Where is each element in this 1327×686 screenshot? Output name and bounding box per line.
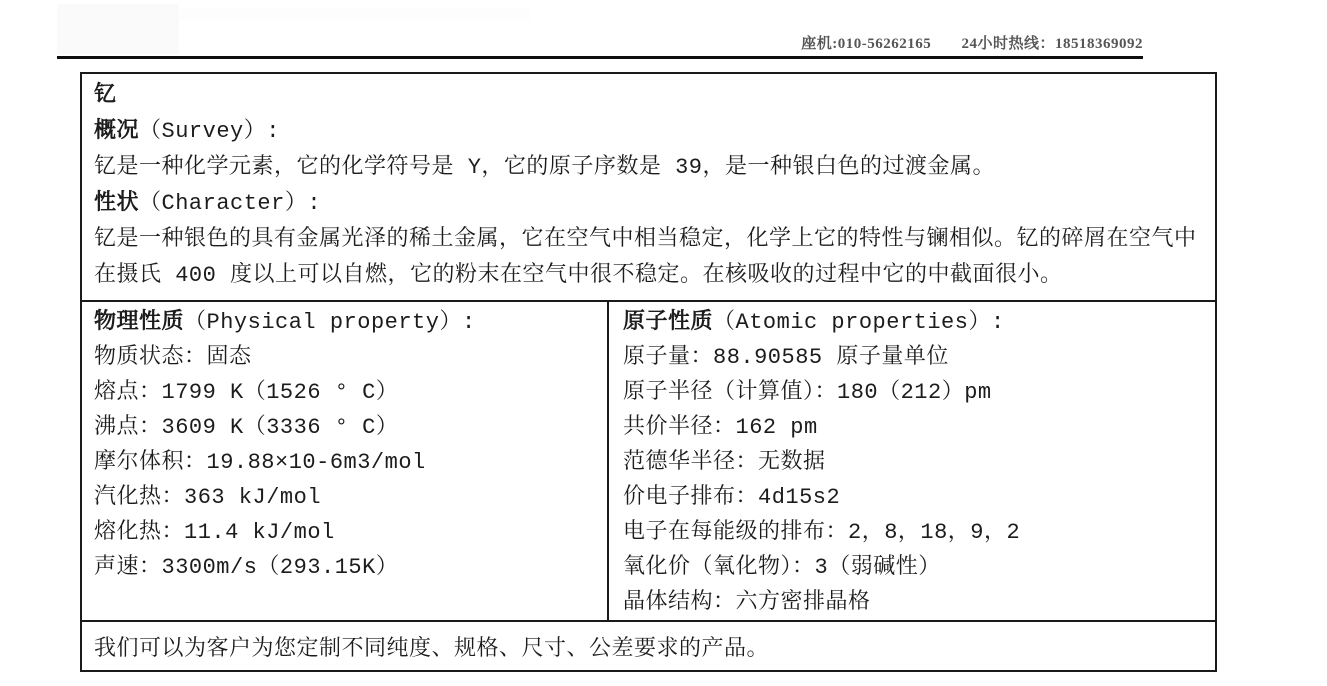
physical-properties-cell (82, 302, 609, 620)
atomic-heading-suffix: （Atomic properties）: (713, 310, 1005, 335)
character-heading-label: 性状 (94, 191, 140, 216)
footer-note-cell (82, 622, 1215, 670)
physical-property-row: 沸点：3609 K（3336 ° C） (94, 415, 399, 440)
custom-products-note: 我们可以为客户为您定制不同纯度、规格、尺寸、公差要求的产品。 (94, 636, 770, 662)
physical-property-row: 熔化热：11.4 kJ/mol (94, 520, 335, 545)
atomic-properties-cell (609, 302, 1215, 620)
atomic-property-row: 电子在每能级的排布：2，8，18，9，2 (623, 520, 1021, 545)
atomic-heading-label: 原子性质 (623, 310, 714, 335)
survey-heading (94, 114, 1203, 150)
physical-property-row: 摩尔体积：19.88×10-6m3/mol (94, 450, 426, 475)
physical-property-row: 熔点：1799 K（1526 ° C） (94, 380, 399, 405)
character-text: 钇是一种银色的具有金属光泽的稀土金属，它在空气中相当稳定，化学上它的特性与镧相似。钇的碎屑在空气中在摄氏 400 度以上可以自燃，它的粉末在空气中很不稳定。在核吸收的过程中它的中截面很小。 (94, 227, 1197, 288)
header-contact (57, 32, 1143, 53)
physical-property-row: 声速：3300m/s（293.15K） (94, 555, 399, 580)
atomic-property-row: 价电子排布：4d15s2 (623, 485, 841, 510)
intro-section (82, 74, 1215, 302)
element-info-table (80, 72, 1217, 672)
physical-heading-label: 物理性质 (94, 310, 185, 335)
header-divider-line (57, 56, 1143, 59)
atomic-property-row: 原子半径（计算值）：180（212）pm (623, 380, 992, 405)
hotline-number: 24小时热线：18518369092 (961, 36, 1143, 52)
survey-heading-suffix: （Survey）: (139, 119, 280, 144)
element-title: 钇 (94, 83, 117, 108)
physical-property-row: 汽化热：363 kJ/mol (94, 485, 322, 510)
survey-heading-label: 概况 (94, 119, 140, 144)
character-heading (94, 186, 1203, 222)
atomic-property-row: 晶体结构：六方密排晶格 (623, 590, 871, 615)
atomic-property-row: 原子量：88.90585 原子量单位 (623, 345, 949, 370)
atomic-property-row: 范德华半径：无数据 (623, 450, 826, 475)
atomic-property-row: 氧化价（氧化物）：3（弱碱性） (623, 555, 941, 580)
physical-heading (94, 305, 599, 340)
atomic-heading (623, 305, 1207, 340)
faded-logo-strip (180, 8, 530, 20)
physical-property-row: 物质状态：固态 (94, 345, 252, 370)
atomic-property-row: 共价半径：162 pm (623, 415, 818, 440)
survey-text: 钇是一种化学元素，它的化学符号是 Y，它的原子序数是 39，是一种银白色的过渡金属。 (94, 155, 996, 180)
landline-number: 座机:010-56262165 (801, 36, 932, 52)
properties-section (82, 302, 1215, 622)
character-heading-suffix: （Character）: (139, 191, 322, 216)
physical-heading-suffix: （Physical property）: (184, 310, 476, 335)
